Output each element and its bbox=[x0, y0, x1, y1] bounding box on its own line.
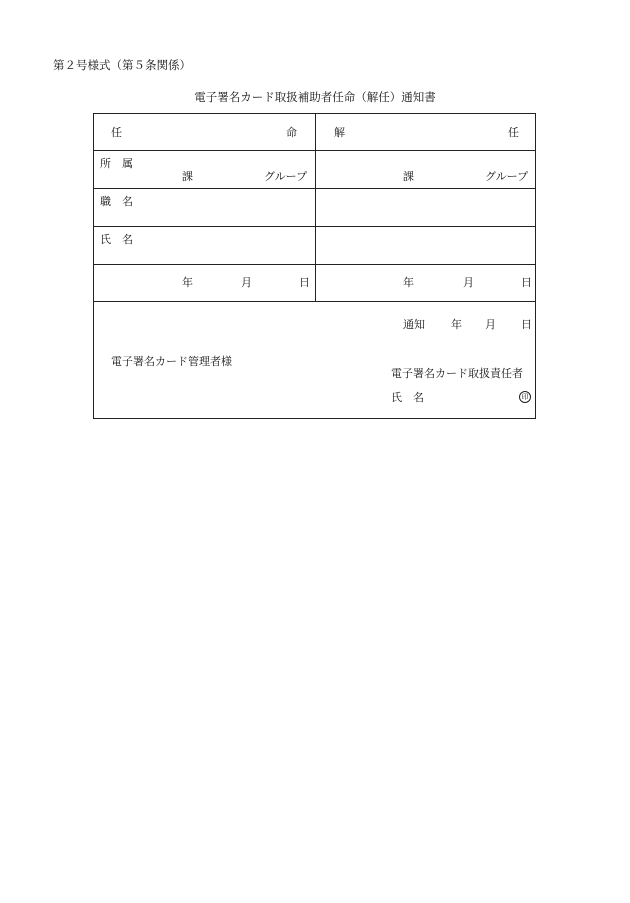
appoint-header-right: 命 bbox=[286, 126, 297, 139]
addressee-label: 電子署名カード管理者様 bbox=[111, 355, 232, 368]
dismiss-header-left: 解 bbox=[334, 126, 345, 139]
dismiss-date-day: 日 bbox=[521, 276, 532, 289]
notify-year: 年 bbox=[451, 318, 462, 331]
dismiss-date-year: 年 bbox=[403, 276, 414, 289]
appoint-date-year: 年 bbox=[182, 276, 193, 289]
name-label: 氏 名 bbox=[100, 233, 133, 246]
document-title: 電子署名カード取扱補助者任命（解任）通知書 bbox=[194, 90, 436, 104]
notify-day: 日 bbox=[521, 318, 532, 331]
notify-month: 月 bbox=[485, 318, 496, 331]
affiliation-label: 所 属 bbox=[100, 157, 133, 170]
appoint-header-left: 任 bbox=[111, 126, 122, 139]
seal-icon: 印 bbox=[519, 391, 531, 403]
appoint-date-month: 月 bbox=[241, 276, 252, 289]
row-divider bbox=[94, 301, 535, 302]
appoint-section-label: 課 bbox=[182, 170, 193, 183]
notice-form-table bbox=[93, 113, 536, 419]
dismiss-group-label: グループ bbox=[485, 170, 529, 183]
notify-label: 通知 bbox=[403, 318, 425, 331]
sender-title: 電子署名カード取扱責任者 bbox=[391, 367, 523, 380]
sender-name-label: 氏 名 bbox=[391, 391, 424, 404]
form-number-label: 第２号様式（第５条関係） bbox=[53, 58, 191, 72]
dismiss-date-month: 月 bbox=[463, 276, 474, 289]
job-title-label: 職 名 bbox=[100, 195, 133, 208]
appoint-group-label: グループ bbox=[264, 170, 308, 183]
dismiss-section-label: 課 bbox=[403, 170, 414, 183]
column-divider bbox=[315, 114, 316, 301]
dismiss-header-right: 任 bbox=[508, 126, 519, 139]
appoint-date-day: 日 bbox=[299, 276, 310, 289]
